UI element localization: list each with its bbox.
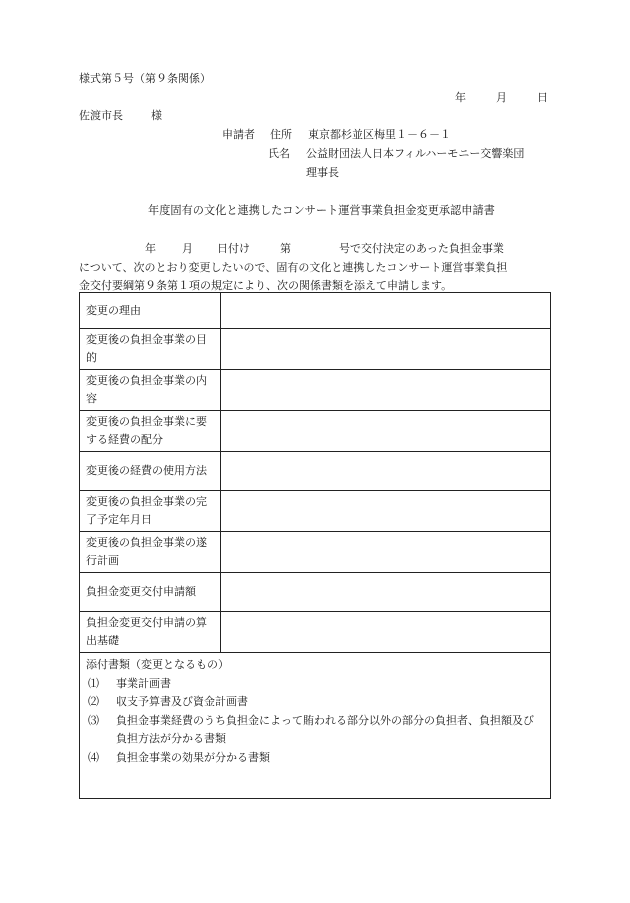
addressee-name: 佐渡市長 bbox=[79, 109, 123, 122]
attachments-row bbox=[80, 653, 551, 799]
table-row bbox=[80, 411, 551, 452]
applicant-title: 理事長 bbox=[306, 166, 339, 179]
row-value[interactable] bbox=[221, 491, 551, 532]
row-label: 変更後の負担金事業の遂行計画 bbox=[80, 532, 221, 573]
row-value[interactable] bbox=[221, 532, 551, 573]
row-value[interactable] bbox=[221, 293, 551, 329]
table-row bbox=[80, 370, 551, 411]
para-year: 年 bbox=[145, 242, 156, 255]
para-no: 第 bbox=[280, 242, 291, 255]
list-item bbox=[86, 749, 544, 768]
row-label: 負担金変更交付申請の算出基礎 bbox=[80, 612, 221, 653]
form-number-label: 様式第５号（第９条関係） bbox=[79, 72, 211, 85]
addressee bbox=[79, 110, 162, 121]
applicant-block bbox=[222, 129, 451, 148]
table-row bbox=[80, 293, 551, 329]
document-title: 年度固有の文化と連携したコンサート運営事業負担金変更承認申請書 bbox=[148, 204, 495, 217]
row-value[interactable] bbox=[221, 370, 551, 411]
row-value[interactable] bbox=[221, 612, 551, 653]
table-row bbox=[80, 452, 551, 491]
item-number: ⑵ bbox=[88, 695, 99, 708]
para-line1-tail: 号で交付決定のあった負担金事業 bbox=[339, 242, 504, 255]
list-item bbox=[86, 712, 544, 749]
row-label: 変更後の負担金事業に要する経費の配分 bbox=[80, 411, 221, 452]
row-label: 負担金変更交付申請額 bbox=[80, 573, 221, 612]
body-line-3: 金交付要綱第９条第１項の規定により、次の関係書類を添えて申請します。 bbox=[79, 279, 453, 292]
row-value[interactable] bbox=[221, 329, 551, 370]
name-label: 氏名 bbox=[268, 147, 290, 160]
table-row bbox=[80, 612, 551, 653]
name-value: 公益財団法人日本フィルハーモニー交響楽団 bbox=[306, 147, 525, 160]
address-value: 東京都杉並区梅里１－６－１ bbox=[308, 128, 451, 141]
item-text: 負担金事業経費のうち負担金によって賄われる部分以外の部分の負担者、負担額及び負担方法が分かる書類 bbox=[116, 713, 534, 745]
date-day: 日 bbox=[537, 91, 548, 104]
address-label: 住所 bbox=[270, 128, 292, 141]
addressee-suffix: 様 bbox=[151, 109, 162, 122]
row-label: 変更の理由 bbox=[80, 293, 221, 329]
row-label: 変更後の経費の使用方法 bbox=[80, 452, 221, 491]
row-label: 変更後の負担金事業の目的 bbox=[80, 329, 221, 370]
list-item bbox=[86, 675, 544, 694]
row-label: 変更後の負担金事業の内容 bbox=[80, 370, 221, 411]
body-paragraph bbox=[79, 240, 553, 296]
row-value[interactable] bbox=[221, 573, 551, 612]
date-year: 年 bbox=[455, 91, 466, 104]
para-month: 月 bbox=[182, 242, 193, 255]
attachments-list bbox=[86, 675, 544, 768]
item-text: 事業計画書 bbox=[116, 676, 171, 690]
para-day: 日付け bbox=[217, 242, 250, 255]
row-value[interactable] bbox=[221, 411, 551, 452]
row-label: 変更後の負担金事業の完了予定年月日 bbox=[80, 491, 221, 532]
applicant-name-row bbox=[268, 148, 524, 159]
attachments-cell bbox=[80, 653, 551, 799]
table-row bbox=[80, 491, 551, 532]
item-number: ⑶ bbox=[88, 713, 99, 727]
item-number: ⑴ bbox=[88, 676, 99, 690]
item-number: ⑷ bbox=[88, 750, 99, 764]
body-line-1 bbox=[79, 240, 553, 259]
attachments-heading: 添付書類（変更となるもの） bbox=[86, 658, 229, 671]
date-month: 月 bbox=[496, 91, 507, 104]
applicant-role-label: 申請者 bbox=[222, 128, 255, 141]
item-text: 負担金事業の効果が分かる書類 bbox=[116, 750, 270, 764]
list-item bbox=[86, 693, 544, 712]
table-row bbox=[80, 573, 551, 612]
date-line bbox=[455, 92, 548, 103]
body-line-2: について、次のとおり変更したいので、固有の文化と連携したコンサート運営事業負担 bbox=[79, 260, 508, 274]
item-text: 収支予算書及び資金計画書 bbox=[116, 695, 248, 708]
row-value[interactable] bbox=[221, 452, 551, 491]
table-row bbox=[80, 329, 551, 370]
table-row bbox=[80, 532, 551, 573]
application-table bbox=[79, 292, 551, 799]
